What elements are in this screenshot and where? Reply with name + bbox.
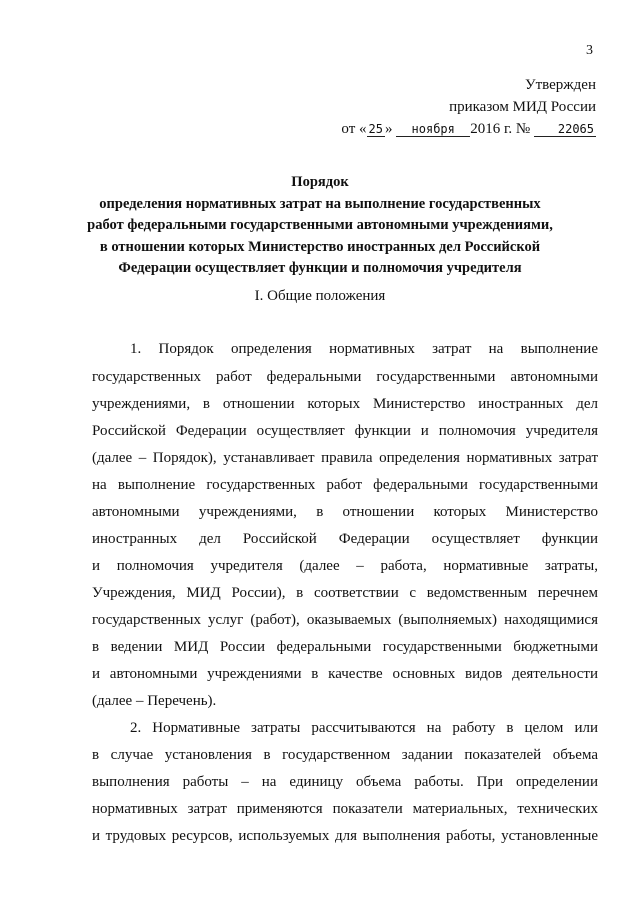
approval-day: 25 (368, 122, 383, 136)
approval-from-label: от « (341, 121, 367, 137)
title-heading: Порядок (291, 174, 349, 190)
approval-quote-close: » (384, 121, 393, 137)
body-line: учреждениями, в отношении которых Министерство иностранных дел (92, 396, 598, 412)
body-line: Российской Федерации осуществляет функции и полномочия учредителя (92, 423, 598, 439)
body-line: на выполнение государственных работ федеральными государственными (92, 477, 598, 493)
body-line: автономными учреждениями, в отношении которых Министерство (92, 504, 598, 520)
approval-line-approved: Утвержден (524, 77, 596, 93)
body-line: в ведении МИД России федеральными государственными бюджетными (92, 639, 598, 655)
section-heading: I. Общие положения (254, 288, 386, 304)
body-line: иностранных дел Российской Федерации осуществляет функции (92, 531, 598, 547)
approval-year: 2016 г. № (470, 121, 531, 137)
body-line: и трудовых ресурсов, используемых для выполнения работы, установленные (92, 828, 598, 844)
document-title (40, 172, 600, 280)
body-line: в случае установления в государственном задании показателей объема (92, 747, 598, 763)
body-line: 1. Порядок определения нормативных затрат на выполнение (130, 341, 598, 357)
approval-month: ноября (396, 122, 470, 137)
title-line-2: работ федеральными государственными автономными учреждениями, (87, 217, 553, 233)
body-line: нормативных затрат применяются показатели материальных, технических (92, 801, 598, 817)
title-line-3: в отношении которых Министерство иностранных дел Российской (99, 238, 541, 255)
title-line-4: Федерации осуществляет функции и полномочия учредителя (118, 260, 522, 276)
approval-number: 22065 (534, 122, 596, 137)
body-line: 2. Нормативные затраты рассчитываются на работу в целом или (130, 720, 598, 736)
page-number: 3 (586, 43, 593, 58)
body-line: (далее – Порядок), устанавливает правила определения нормативных затрат (92, 450, 598, 466)
approval-line-order: приказом МИД России (449, 99, 596, 115)
title-line-1: определения нормативных затрат на выполнение государственных (99, 195, 541, 212)
body-line: государственных услуг (работ), оказываемых (выполняемых) находящимися (92, 612, 598, 628)
approval-line-date (341, 118, 596, 140)
body-line: и полномочия учредителя (далее – работа, нормативные затраты, (92, 558, 598, 574)
body-line: выполнения работы – на единицу объема работы. При определении (92, 774, 598, 790)
body-line: и автономными учреждениями в качестве основных видов деятельности (92, 666, 598, 682)
body-line: (далее – Перечень). (92, 693, 217, 709)
body-line: государственных работ федеральными государственными автономными (92, 369, 598, 385)
body-line: Учреждения, МИД России), в соответствии с ведомственным перечнем (92, 585, 598, 601)
